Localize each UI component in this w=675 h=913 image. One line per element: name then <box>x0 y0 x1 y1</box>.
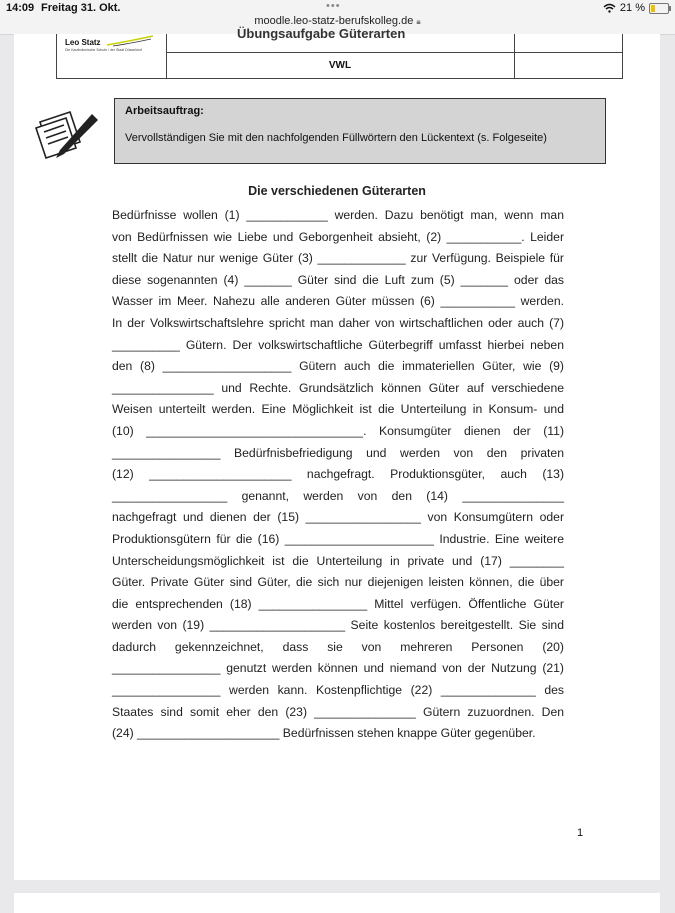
text-line: von Bedürfnissen wie Liebe und Geborgenheit absieht, (2) ___________. Leider <box>112 229 564 244</box>
text-line: Produktionsgütern für die (16) ______________________ Industrie. Eine weitere <box>112 531 564 546</box>
task-title: Arbeitsauftrag: <box>125 105 204 117</box>
text-line: ________________ werden kann. Kostenpflichtige (22) ______________ des <box>112 683 564 698</box>
text-line: (12) _____________________ nachgefragt. Produktionsgüter, auch (13) <box>112 467 564 482</box>
text-line: Staates sind somit eher den (23) _______________ Gütern zuzuordnen. Den <box>112 704 564 719</box>
text-line: Wasser im Meer. Nahezu alle anderen Güter müssen (6) ___________ werden. <box>112 294 564 309</box>
text-line: (24) _____________________ Bedürfnissen stehen knappe Güter gegenüber. <box>112 726 536 741</box>
tab-overview-dots[interactable]: ••• <box>326 0 341 12</box>
text-line: die entsprechenden (18) ________________ Mittel verfügen. Öffentliche Güter <box>112 596 564 611</box>
status-date: Freitag 31. Okt. <box>41 2 121 14</box>
next-page-edge <box>14 893 660 913</box>
text-line: ________________ Bedürfnisbefriedigung und werden von den privaten <box>112 445 564 460</box>
document-page <box>14 26 660 880</box>
worksheet-title: Übungsaufgabe Güterarten <box>237 26 406 41</box>
text-line: diese sogenannten (4) _______ Güter sind die Luft zum (5) _______ oder das <box>112 272 564 287</box>
text-line: werden von (19) ____________________ Seite kostenlos bereitgestellt. Sie sind <box>112 618 564 633</box>
text-line: stellt die Natur nur wenige Güter (3) _____________ zur Verfügung. Beispiele für <box>112 251 564 266</box>
page-number: 1 <box>577 827 584 839</box>
text-line: _______________ und Rechte. Grundsätzlich können Güter auf verschiedene <box>112 380 564 395</box>
logo-swoosh-icon <box>105 35 155 47</box>
text-line: In der Volkswirtschaftslehre spricht man daher von wirtschaftlichen oder auch (7) <box>112 315 564 330</box>
status-indicators <box>603 2 669 14</box>
text-line: Bedürfnisse wollen (1) ____________ werden. Dazu benötigt man, wenn man <box>112 208 564 222</box>
text-line: ________________ genutzt werden können und niemand von der Nutzung (21) <box>112 661 564 676</box>
text-line: nachgefragt und dienen der (15) _________________ von Konsumgütern oder <box>112 510 564 525</box>
text-line: dadurch gekennzeichnet, dass sie von mehreren Personen (20) <box>112 639 564 654</box>
battery-icon <box>649 3 669 14</box>
subject-label: VWL <box>328 60 352 71</box>
task-text: Vervollständigen Sie mit den nachfolgenden Füllwörtern den Lückentext (s. Folgeseite) <box>125 132 547 144</box>
document-title: Die verschiedenen Güterarten <box>248 184 426 198</box>
text-line: __________ Gütern. Der volkswirtschaftliche Güterbegriff umfasst hierbei neben <box>112 337 564 352</box>
cloze-text <box>112 205 564 745</box>
text-line: _________________ genannt, werden von den (14) _______________ <box>112 488 564 503</box>
wifi-icon <box>603 3 616 13</box>
url-text[interactable]: moodle.leo-statz-berufskolleg.de <box>254 15 414 27</box>
logo-subtitle: Die Kaufmännische Schule / der Stadt Düsseldorf <box>65 48 142 52</box>
text-line: Unterscheidungsmöglichkeit ist die Unterteilung in private und (17) ________ <box>112 553 564 568</box>
status-time: 14:09 <box>6 2 35 14</box>
text-line: den (8) ___________________ Gütern auch die immateriellen Güter, wie (9) <box>112 359 564 374</box>
battery-percent: 21 % <box>619 2 645 14</box>
task-box <box>114 98 606 164</box>
text-line: Güter. Private Güter sind Güter, die sich nur diejenigen leisten können, die über <box>112 575 564 590</box>
text-line: Weisen unterteilt werden. Eine Möglichkeit ist die Unterteilung in Konsum- und <box>112 402 564 417</box>
logo-name: Leo Statz <box>65 38 101 47</box>
lock-icon: 🔒︎ <box>416 17 421 26</box>
writing-pen-icon <box>34 104 102 164</box>
text-line: (10) ________________________________. Konsumgüter dienen der (11) <box>112 423 564 438</box>
header-table <box>56 26 623 79</box>
